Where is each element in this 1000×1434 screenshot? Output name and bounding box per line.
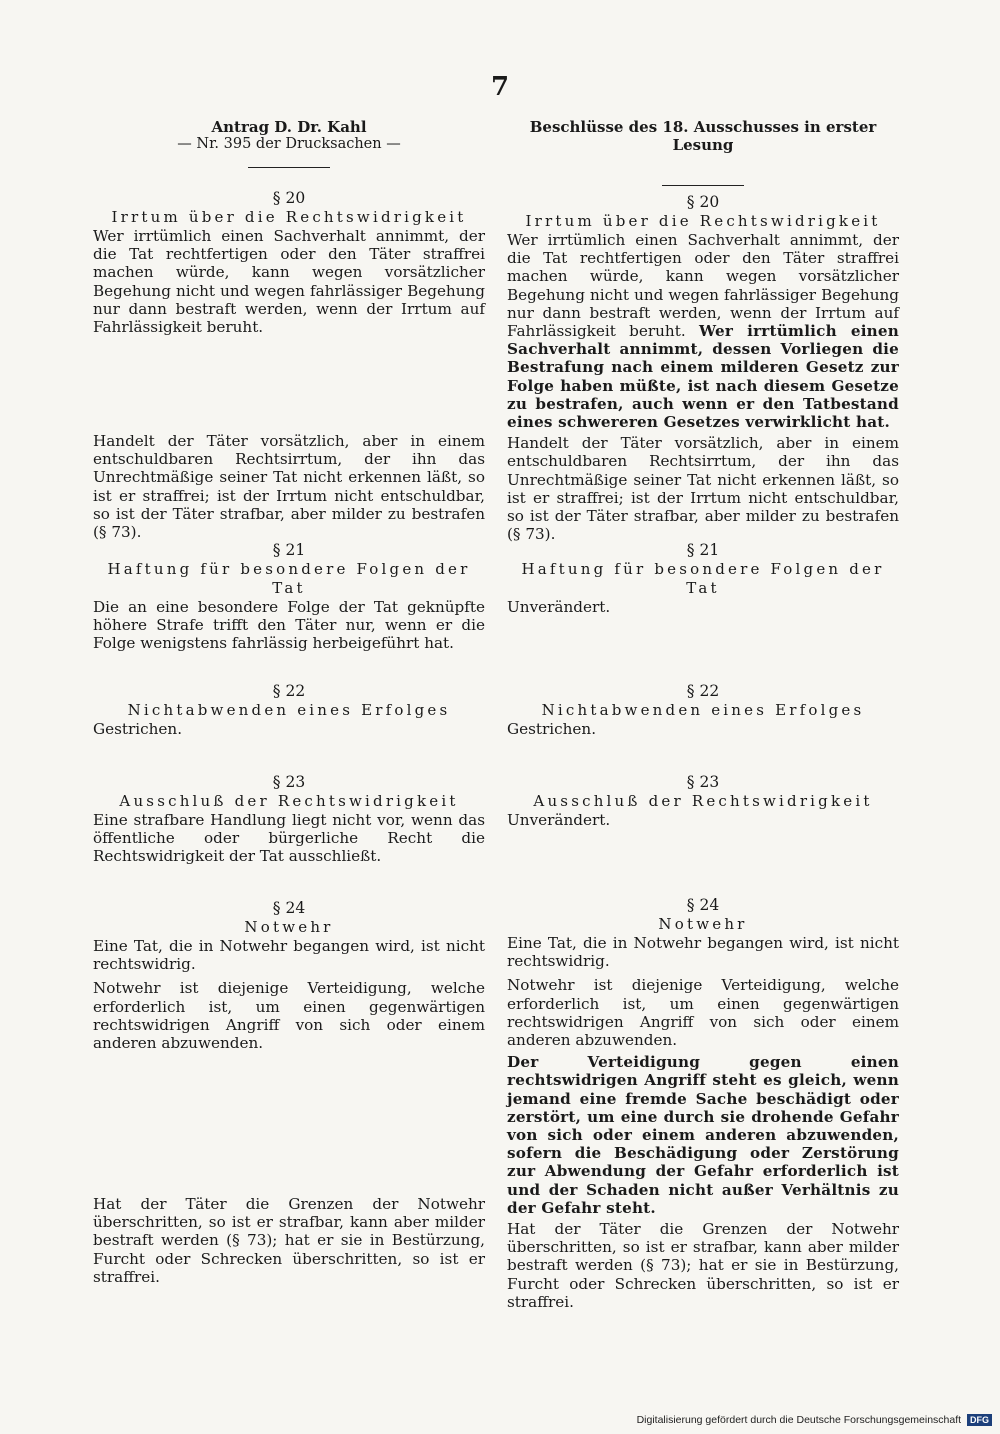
section-number: § 20 xyxy=(686,193,720,211)
left-section-23 xyxy=(93,772,485,866)
paragraph-text: Wer irrtümlich einen Sachverhalt annimmt, der die Tat rechtfertigen oder den Täter straffrei machen würde, kann wegen vorsätzlicher Begehung nicht und wegen fahrlässiger Begehung nur dann bestraft werden, wenn der Irrtum auf Fahrlässigkeit beruht. xyxy=(507,231,899,341)
section-number: § 22 xyxy=(272,682,306,700)
page-number: 7 xyxy=(490,72,510,102)
left-section-21 xyxy=(93,540,485,653)
left-column xyxy=(93,118,485,1286)
right-section-24 xyxy=(507,895,899,1311)
section-title: Haftung für besondere Folgen der Tat xyxy=(521,560,885,597)
section-number: § 21 xyxy=(272,541,306,559)
left-subheading: — Nr. 395 der Drucksachen — xyxy=(177,136,401,152)
section-number: § 21 xyxy=(686,541,720,559)
paragraph: Wer irrtümlich einen Sachverhalt annimmt, der die Tat rechtfertigen oder den Täter straffrei machen würde, kann wegen vorsätzlicher Begehung nicht und wegen fahrlässiger Begehung nur dann bestraft werden, wenn der Irrtum auf Fahrlässigkeit beruht. xyxy=(93,227,485,337)
paragraph: Hat der Täter die Grenzen der Notwehr überschritten, so ist er strafbar, kann aber milder bestraft werden (§ 73); hat er sie in Bestürzung, Furcht oder Schrecken überschritten, so ist er straffrei. xyxy=(93,1195,485,1286)
left-section-24 xyxy=(93,898,485,1052)
section-number: § 20 xyxy=(272,189,306,207)
paragraph: Notwehr ist diejenige Verteidigung, welche erforderlich ist, um einen gegenwärtigen rechtswidrigen Angriff von sich oder einem anderen abzuwenden. xyxy=(93,979,485,1053)
section-title: Ausschluß der Rechtswidrigkeit xyxy=(119,792,459,810)
paragraph: Handelt der Täter vorsätzlich, aber in einem entschuldbaren Rechtsirrtum, der ihn das Unrechtmäßige seiner Tat nicht erkennen läßt, so ist er straffrei; ist der Irrtum nicht entschuldbar, so ist der Täter strafbar, aber milder zu bestrafen (§ 73). xyxy=(93,432,485,542)
section-title: Nichtabwenden eines Erfolges xyxy=(127,701,451,719)
paragraph: Notwehr ist diejenige Verteidigung, welche erforderlich ist, um einen gegenwärtigen rechtswidrigen Angriff von sich oder einem anderen abzuwenden. xyxy=(507,976,899,1050)
right-heading: Beschlüsse des 18. Ausschusses in erster Lesung xyxy=(529,118,877,154)
paragraph: Unverändert. xyxy=(507,598,611,616)
footer-text: Digitalisierung gefördert durch die Deutsche Forschungsgemeinschaft xyxy=(636,1414,962,1426)
paragraph: Eine strafbare Handlung liegt nicht vor, wenn das öffentliche oder bürgerliche Recht die Rechtswidrigkeit der Tat ausschließt. xyxy=(93,811,485,866)
section-title: Haftung für besondere Folgen der Tat xyxy=(107,560,471,597)
left-section-20-paragraph-2 xyxy=(93,432,485,541)
left-section-22 xyxy=(93,681,485,738)
left-section-24-paragraph-3 xyxy=(93,1195,485,1286)
left-heading: Antrag D. Dr. Kahl xyxy=(211,118,367,136)
dfg-logo: DFG xyxy=(967,1414,992,1426)
right-section-20 xyxy=(507,192,899,543)
section-number: § 23 xyxy=(272,773,306,791)
paragraph: Eine Tat, die in Notwehr begangen wird, ist nicht rechtswidrig. xyxy=(507,934,899,971)
left-section-20 xyxy=(93,188,485,336)
left-heading-rule xyxy=(248,167,330,168)
footer xyxy=(637,1414,992,1426)
section-title: Irrtum über die Rechtswidrigkeit xyxy=(525,212,881,230)
paragraph xyxy=(507,231,899,431)
paragraph: Die an eine besondere Folge der Tat geknüpfte höhere Strafe trifft den Täter nur, wenn er die Folge wenigstens fahrlässig herbeigeführt hat. xyxy=(93,598,485,653)
section-title: Irrtum über die Rechtswidrigkeit xyxy=(111,208,467,226)
section-title: Nichtabwenden eines Erfolges xyxy=(541,701,865,719)
section-number: § 22 xyxy=(686,682,720,700)
right-section-23 xyxy=(507,772,899,829)
paragraph: Gestrichen. xyxy=(93,720,183,738)
amendment-bold-paragraph: Der Verteidigung gegen einen rechtswidrigen Angriff steht es gleich, wenn jemand eine fremde Sache beschädigt oder zerstört, um eine durch sie drohende Gefahr von sich oder einem anderen abzuwenden, sofern die Beschädigung oder Zerstörung zur Abwendung der Gefahr erforderlich ist und der Schaden nicht außer Verhältnis zu der Gefahr steht. xyxy=(507,1053,899,1217)
paragraph: Gestrichen. xyxy=(507,720,597,738)
right-section-21 xyxy=(507,540,899,616)
right-section-22 xyxy=(507,681,899,738)
section-title: Notwehr xyxy=(658,915,748,933)
section-number: § 24 xyxy=(686,896,720,914)
paragraph: Unverändert. xyxy=(507,811,611,829)
paragraph: Hat der Täter die Grenzen der Notwehr überschritten, so ist er strafbar, kann aber milder bestraft werden (§ 73); hat er sie in Bestürzung, Furcht oder Schrecken überschritten, so ist er straffrei. xyxy=(507,1220,899,1311)
section-number: § 23 xyxy=(686,773,720,791)
right-heading-rule xyxy=(662,185,744,186)
amendment-bold-text: Wer irrtümlich einen Sachverhalt annimmt, dessen Vorliegen die Bestrafung nach einem milderen Gesetz zur Folge haben müßte, ist nach diesem Gesetze zu bestrafen, auch wenn er den Tatbestand eines schwereren Gesetzes verwirklicht hat. xyxy=(507,322,900,432)
right-column xyxy=(507,118,900,1311)
paragraph: Eine Tat, die in Notwehr begangen wird, ist nicht rechtswidrig. xyxy=(93,937,485,974)
section-number: § 24 xyxy=(272,899,306,917)
paragraph: Handelt der Täter vorsätzlich, aber in einem entschuldbaren Rechtsirrtum, der ihn das Unrechtmäßige seiner Tat nicht erkennen läßt, so ist er straffrei; ist der Irrtum nicht entschuldbar, so ist der Täter strafbar, aber milder zu bestrafen (§ 73). xyxy=(507,434,899,544)
section-title: Notwehr xyxy=(244,918,334,936)
section-title: Ausschluß der Rechtswidrigkeit xyxy=(533,792,873,810)
